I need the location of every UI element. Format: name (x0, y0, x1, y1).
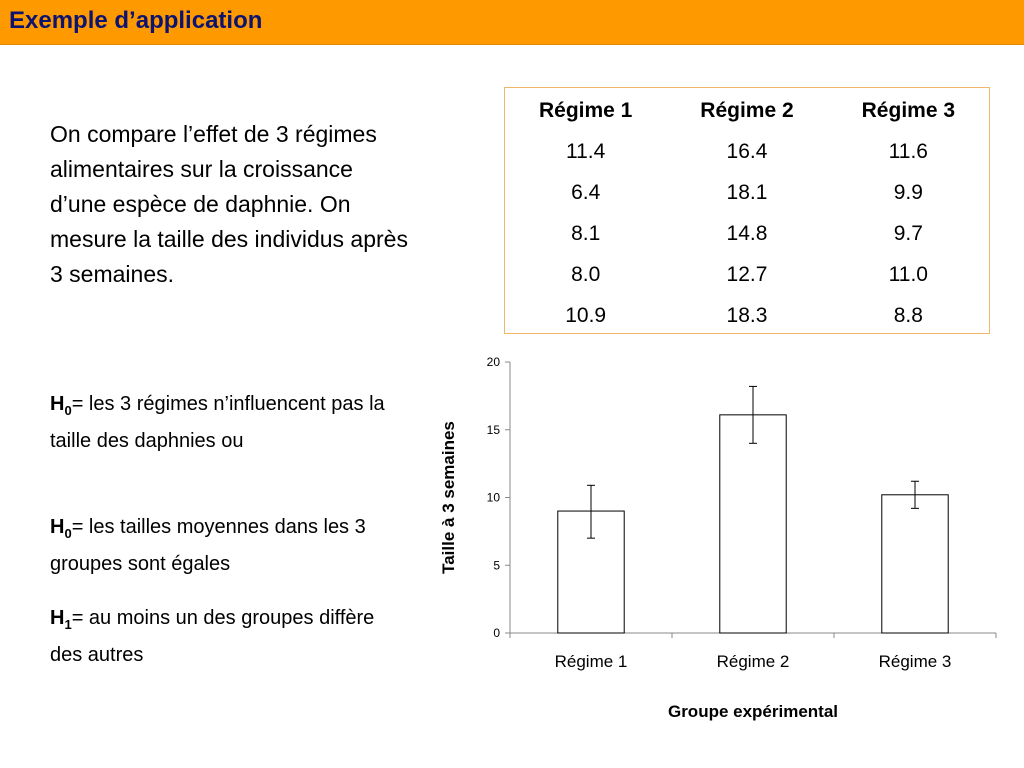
hypothesis-text: = les tailles moyennes dans les 3 groupes sont égales (50, 516, 366, 575)
table-cell: 9.9 (893, 180, 923, 204)
y-tick-label: 0 (493, 626, 500, 640)
x-tick-label: Régime 2 (716, 652, 790, 671)
table-header-row (505, 88, 989, 131)
hypothesis-h0-first (50, 389, 410, 457)
table-row (505, 131, 989, 172)
column-header: Régime 2 (700, 98, 794, 122)
table-cell: 18.1 (726, 180, 768, 204)
bar-chart (420, 345, 1010, 745)
hypothesis-h1 (50, 603, 410, 671)
hypothesis-text: = les 3 régimes n’influencent pas la taille des daphnies ou (50, 393, 385, 452)
page-title: Exemple d’application (9, 7, 263, 34)
table-row (505, 172, 989, 213)
x-tick-label: Régime 1 (554, 652, 628, 671)
intro-text: On compare l’effet de 3 régimes alimentaires sur la croissance d’une espèce de daphnie. On mesure la taille des individus après 3 semaines. (50, 121, 408, 287)
x-tick-label: Régime 3 (878, 652, 952, 671)
header-divider (0, 44, 1024, 45)
table-row (505, 213, 989, 254)
hypothesis-text: = au moins un des groupes diffère des autres (50, 607, 375, 666)
y-tick-label: 20 (486, 355, 500, 369)
column-header: Régime 3 (861, 98, 956, 122)
y-tick-label: 5 (493, 558, 500, 573)
hypothesis-h0-second (50, 512, 410, 580)
table-cell: 11.0 (888, 262, 928, 286)
table-row (505, 295, 989, 336)
hypothesis-symbol: $H_0$ (50, 393, 72, 418)
x-axis-title: Groupe expérimental (667, 702, 839, 721)
bar (882, 495, 948, 633)
table-cell: 11.4 (566, 139, 606, 163)
data-table (504, 87, 990, 334)
table-cell: 12.7 (726, 262, 768, 286)
table-cell: 11.6 (888, 139, 928, 163)
y-axis-title: Taille à 3 semaines (439, 421, 458, 574)
column-header: Régime 1 (538, 98, 633, 122)
table-cell: 6.4 (571, 180, 601, 204)
title-bar (0, 0, 1024, 44)
table-cell: 9.7 (893, 221, 923, 245)
table-cell: 8.1 (571, 221, 601, 245)
y-tick-label: 10 (486, 490, 500, 505)
table-cell: 10.9 (565, 303, 607, 327)
hypothesis-symbol: $H_1$ (50, 607, 72, 632)
table-cell: 16.4 (726, 139, 768, 163)
bar (720, 415, 786, 633)
table-cell: 14.8 (726, 221, 768, 245)
hypothesis-symbol: $H_0$ (50, 516, 72, 541)
table-cell: 18.3 (726, 303, 768, 327)
y-tick-label: 15 (486, 422, 500, 437)
table-cell: 8.0 (571, 262, 601, 286)
table-cell: 8.8 (893, 303, 923, 327)
table-row (505, 254, 989, 295)
